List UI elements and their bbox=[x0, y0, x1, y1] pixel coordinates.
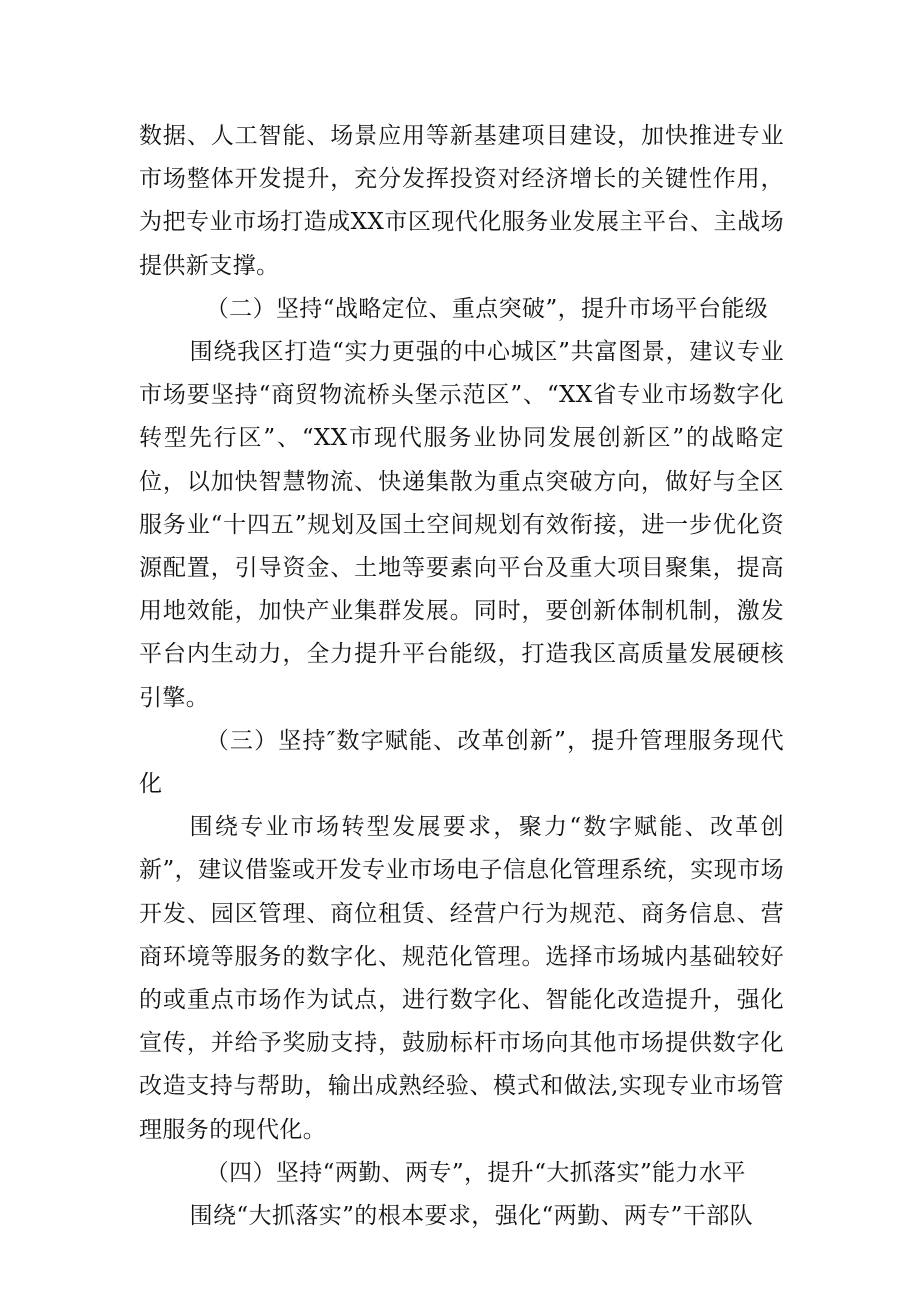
document-body bbox=[139, 115, 784, 1238]
paragraph-section-2: 围绕我区打造“实力更强的中心城区”共富图景，建议专业市场要坚持“商贸物流桥头堡示范区”、“XX省专业市场数字化转型先行区”、“XX市现代服务业协同发展创新区”的战略定位，以加快智慧物流、快递集散为重点突破方向，做好与全区服务业“十四五”规划及国土空间规划有效衔接，进一步优化资源配置，引导资金、土地等要素向平台及重大项目聚集，提高用地效能，加快产业集群发展。同时，要创新体制机制，激发平台内生动力，全力提升平台能级，打造我区高质量发展硬核引擎。 bbox=[139, 339, 784, 711]
paragraph-section-3: 围绕专业市场转型发展要求，聚力“数字赋能、改革创新”，建议借鉴或开发专业市场电子信息化管理系统，实现市场开发、园区管理、商位租赁、经营户行为规范、商务信息、营商环境等服务的数字化、规范化管理。选择市场城内基础较好的或重点市场作为试点，进行数字化、智能化改造提升，强化宣传，并给予奖励支持，鼓励标杆市场向其他市场提供数字化改造支持与帮助，输出成熟经验、模式和做法,实现专业市场管理服务的现代化。 bbox=[139, 814, 784, 1143]
section-heading-2: （二）坚持“战略定位、重点突破”，提升市场平台能级 bbox=[205, 295, 769, 322]
section-heading-4: （四）坚持“两勤、两专”，提升“大抓落实”能力水平 bbox=[205, 1159, 746, 1186]
paragraph-continuation: 数据、人工智能、场景应用等新基建项目建设，加快推进专业市场整体开发提升，充分发挥投资对经济增长的关键性作用，为把专业市场打造成XX市区现代化服务业发展主平台、主战场提供新支撑。 bbox=[139, 123, 784, 279]
section-heading-3: （三）坚持″数字赋能、改革创新”，提升管理服务现代化 bbox=[139, 727, 784, 798]
paragraph-section-4: 围绕“大抓落实”的根本要求，强化“两勤、两专”干部队 bbox=[189, 1203, 754, 1230]
